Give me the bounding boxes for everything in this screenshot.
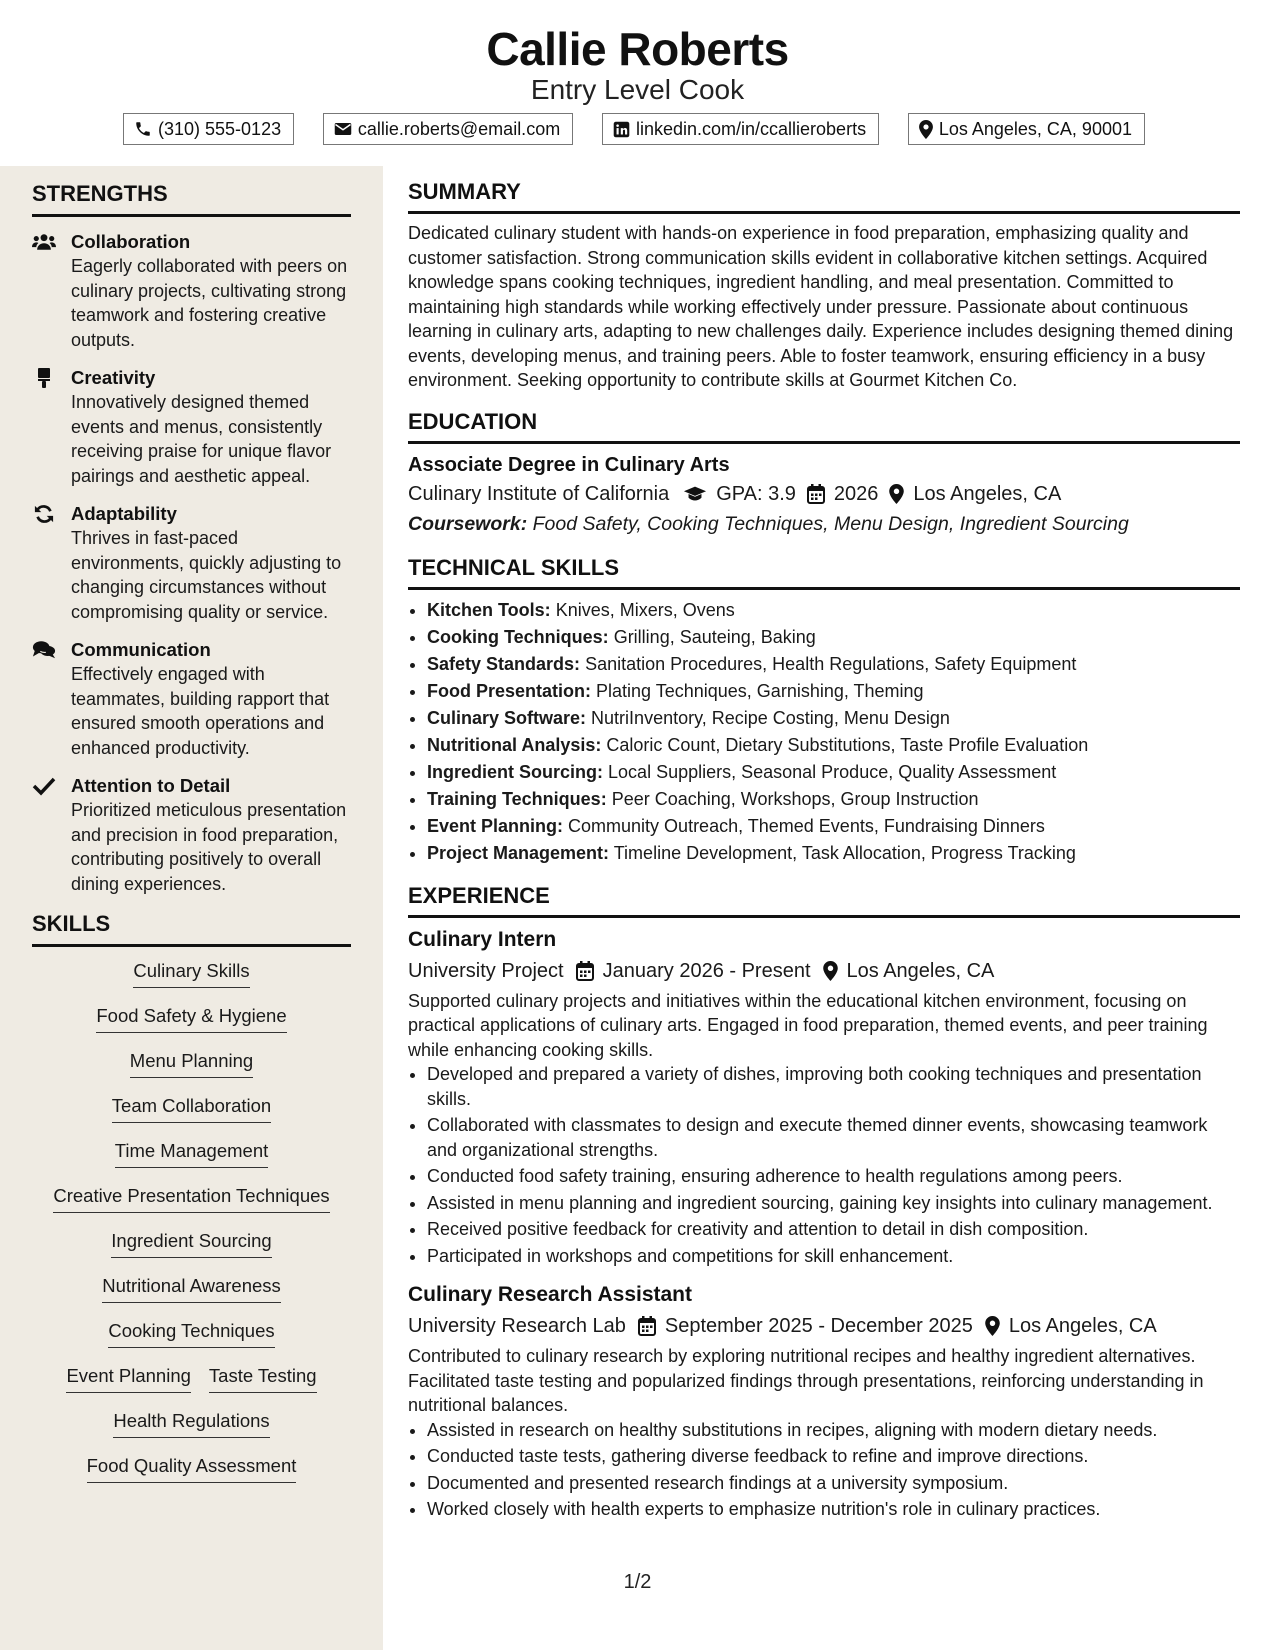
list-item <box>427 705 1240 732</box>
calendar-icon <box>576 961 594 981</box>
skill-tag: Time Management <box>115 1139 269 1168</box>
list-item: • Documented and presented research findings at a university symposium. <box>427 1471 1240 1496</box>
skill-tag: Ingredient Sourcing <box>111 1229 271 1258</box>
strength-item <box>32 501 351 624</box>
map-marker-icon <box>985 1316 1000 1336</box>
skill-values: Grilling, Sauteing, Baking <box>613 626 816 647</box>
list-item <box>427 813 1240 840</box>
paint-brush-icon <box>32 368 56 388</box>
job-description: Contributed to culinary research by exploring nutritional recipes and healthy ingredient alternatives. Facilitated taste testing and popularized findings through presentations, reinforcing understanding in nutritional balances. <box>408 1346 1204 1415</box>
skill-values: Timeline Development, Task Allocation, Progress Tracking <box>613 842 1076 863</box>
list-item: • Participated in workshops and competitions for skill enhancement. <box>427 1244 1240 1269</box>
page-number: 1/2 <box>623 1571 652 1593</box>
job-entry <box>408 925 1240 1269</box>
job-description: Supported culinary projects and initiatives within the educational kitchen environment, focusing on practical applications of culinary arts. Engaged in food preparation, themed events, and peer training while enhancing cooking skills. <box>408 990 1208 1060</box>
contact-location-text: Los Angeles, CA, 90001 <box>938 118 1132 139</box>
strengths-heading: STRENGTHS <box>32 180 351 217</box>
skill-values: Local Suppliers, Seasonal Produce, Quality Assessment <box>608 761 1057 782</box>
strength-item <box>32 229 351 352</box>
job-title: Culinary Intern <box>408 927 557 951</box>
skill-label: Project Management: <box>427 842 610 863</box>
strength-description: Prioritized meticulous presentation and precision in food preparation, contributing positively to overall dining experiences. <box>71 800 347 894</box>
job-dates: September 2025 - December 2025 <box>664 1315 973 1337</box>
job-meta <box>408 1310 1240 1342</box>
map-marker-icon <box>823 961 838 981</box>
contact-location <box>908 113 1145 145</box>
calendar-icon <box>638 1316 656 1336</box>
job-location: Los Angeles, CA <box>846 959 995 982</box>
skill-label: Training Techniques: <box>427 788 607 809</box>
list-item: • Developed and prepared a variety of dishes, improving both cooking techniques and presentation skills. <box>427 1062 1240 1111</box>
skill-tag: Health Regulations <box>113 1409 269 1438</box>
list-item: • Conducted taste tests, gathering diverse feedback to refine and improve directions. <box>427 1444 1240 1469</box>
list-item <box>427 624 1240 651</box>
coursework-list: Food Safety, Cooking Techniques, Menu Design, Ingredient Sourcing <box>532 512 1129 535</box>
map-marker-icon <box>889 484 904 504</box>
graduation-year: 2026 <box>833 482 879 505</box>
job-dates: January 2026 - Present <box>602 959 811 982</box>
job-title-heading: Entry Level Cook <box>530 74 745 105</box>
list-item <box>427 678 1240 705</box>
contact-linkedin[interactable] <box>602 113 879 145</box>
graduation-cap-icon <box>683 485 707 503</box>
list-item: • Conducted food safety training, ensuring adherence to health regulations among peers. <box>427 1164 1240 1189</box>
skill-values: Knives, Mixers, Ovens <box>555 599 735 620</box>
education-meta <box>408 479 1240 509</box>
education-location: Los Angeles, CA <box>913 482 1062 505</box>
list-item <box>427 759 1240 786</box>
skill-label: Nutritional Analysis: <box>427 734 602 755</box>
list-item <box>427 651 1240 678</box>
strength-title: Communication <box>71 639 211 660</box>
skill-values: NutriInventory, Recipe Costing, Menu Design <box>591 707 950 728</box>
map-marker-icon <box>919 120 933 139</box>
job-location: Los Angeles, CA <box>1008 1315 1157 1337</box>
coursework-label: Coursework: <box>408 512 528 535</box>
skill-tag: Creative Presentation Techniques <box>53 1184 329 1213</box>
skill-tag: Cooking Techniques <box>108 1319 274 1348</box>
strength-item <box>32 637 351 760</box>
checkmark-icon <box>32 776 56 796</box>
skill-values: Plating Techniques, Garnishing, Theming <box>596 680 924 701</box>
users-icon <box>32 232 56 252</box>
sidebar <box>0 166 383 1650</box>
job-bullets <box>408 1062 1240 1268</box>
strength-description: Innovatively designed themed events and menus, consistently receiving praise for unique flavor pairings and aesthetic appeal. <box>71 392 332 486</box>
list-item <box>427 786 1240 813</box>
job-title: Culinary Research Assistant <box>408 1283 693 1306</box>
skill-values: Sanitation Procedures, Health Regulations, Safety Equipment <box>585 653 1077 674</box>
experience-section <box>408 882 1240 1522</box>
contact-linkedin-text: linkedin.com/in/ccallieroberts <box>635 118 867 139</box>
skill-tag: Food Quality Assessment <box>87 1454 297 1483</box>
job-organization: University Research Lab <box>408 1315 626 1337</box>
strength-item <box>32 773 351 896</box>
strength-description: Effectively engaged with teammates, building rapport that ensured smooth operations and enhanced productivity. <box>71 664 330 758</box>
job-bullets <box>408 1418 1240 1522</box>
degree-title: Associate Degree in Culinary Arts <box>408 453 730 476</box>
skill-label: Cooking Techniques: <box>427 626 609 647</box>
skill-label: Safety Standards: <box>427 653 581 674</box>
main-content <box>408 178 1240 1537</box>
summary-heading: SUMMARY <box>408 178 1240 214</box>
coursework-line <box>408 509 1240 539</box>
skill-label: Culinary Software: <box>427 707 587 728</box>
list-item: • Worked closely with health experts to emphasize nutrition's role in culinary practices. <box>427 1497 1240 1522</box>
candidate-name: Callie Roberts <box>486 23 789 75</box>
linkedin-icon <box>613 121 630 138</box>
resume-header <box>0 0 1275 166</box>
skill-tag: Culinary Skills <box>133 959 249 988</box>
technical-skills-section <box>408 554 1240 867</box>
gpa-value: GPA: 3.9 <box>716 482 796 505</box>
skill-values: Caloric Count, Dietary Substitutions, Taste Profile Evaluation <box>606 734 1089 755</box>
skill-tag: Menu Planning <box>130 1049 253 1078</box>
skill-tag: Taste Testing <box>209 1364 317 1393</box>
education-heading: EDUCATION <box>408 408 1240 444</box>
skill-label: Kitchen Tools: <box>427 599 551 620</box>
skill-tag: Team Collaboration <box>112 1094 271 1123</box>
list-item: • Received positive feedback for creativity and attention to detail in dish composition. <box>427 1217 1240 1242</box>
skill-label: Food Presentation: <box>427 680 592 701</box>
education-section <box>408 408 1240 539</box>
contact-phone[interactable] <box>123 113 294 145</box>
list-item: • Collaborated with classmates to design and execute themed dinner events, showcasing teamwork and organizational strengths. <box>427 1113 1240 1162</box>
strength-description: Thrives in fast-paced environments, quickly adjusting to changing circumstances without compromising quality or service. <box>71 528 342 622</box>
job-organization: University Project <box>408 959 564 982</box>
skill-tag: Food Safety & Hygiene <box>96 1004 286 1033</box>
skill-values: Peer Coaching, Workshops, Group Instruction <box>611 788 979 809</box>
list-item <box>427 597 1240 624</box>
skill-tag: Event Planning <box>66 1364 190 1393</box>
skill-label: Event Planning: <box>427 815 564 836</box>
refresh-icon <box>32 504 56 524</box>
technical-skills-list <box>408 597 1240 867</box>
comments-icon <box>32 640 56 660</box>
contact-bar <box>123 113 1145 145</box>
strength-item <box>32 365 351 488</box>
experience-heading: EXPERIENCE <box>408 882 1240 918</box>
skills-list <box>32 959 351 1499</box>
strength-description: Eagerly collaborated with peers on culinary projects, cultivating strong teamwork and fostering creative outputs. <box>71 256 348 350</box>
school-name: Culinary Institute of California <box>408 482 670 505</box>
strength-title: Creativity <box>71 367 156 388</box>
strength-title: Collaboration <box>71 231 191 252</box>
skills-heading: SKILLS <box>32 910 351 947</box>
list-item: • Assisted in research on healthy substitutions in recipes, aligning with modern dietary needs. <box>427 1418 1240 1443</box>
strength-title: Attention to Detail <box>71 775 231 796</box>
summary-text: Dedicated culinary student with hands-on experience in food preparation, emphasizing quality and customer satisfaction. Strong communication skills evident in collaborative kitchen settings. Acquired knowledge spans cooking techniques, ingredient handling, and meal presentation. Committed to maintaining high standards while working effectively under pressure. Passionate about continuous learning in culinary arts, adapting to new challenges daily. Experience includes designing themed dining events, developing menus, and training peers. Able to foster teamwork, ensuring efficiency in a busy environment. Seeking opportunity to contribute skills at Gourmet Kitchen Co. <box>408 223 1234 390</box>
skill-label: Ingredient Sourcing: <box>427 761 604 782</box>
list-item: • Assisted in menu planning and ingredient sourcing, gaining key insights into culinary management. <box>427 1191 1240 1216</box>
skill-values: Community Outreach, Themed Events, Fundraising Dinners <box>568 815 1045 836</box>
list-item <box>427 732 1240 759</box>
phone-icon <box>134 120 152 138</box>
contact-phone-text: (310) 555-0123 <box>158 118 282 139</box>
technical-skills-heading: TECHNICAL SKILLS <box>408 554 1240 590</box>
list-item <box>427 840 1240 867</box>
skill-tag: Nutritional Awareness <box>102 1274 281 1303</box>
calendar-icon <box>807 484 825 504</box>
strength-title: Adaptability <box>71 503 177 524</box>
contact-email-text: callie.roberts@email.com <box>357 118 561 139</box>
job-meta <box>408 955 1240 987</box>
contact-email[interactable] <box>323 113 573 145</box>
envelope-icon <box>334 121 352 137</box>
summary-section <box>408 178 1240 393</box>
job-entry <box>408 1280 1240 1522</box>
